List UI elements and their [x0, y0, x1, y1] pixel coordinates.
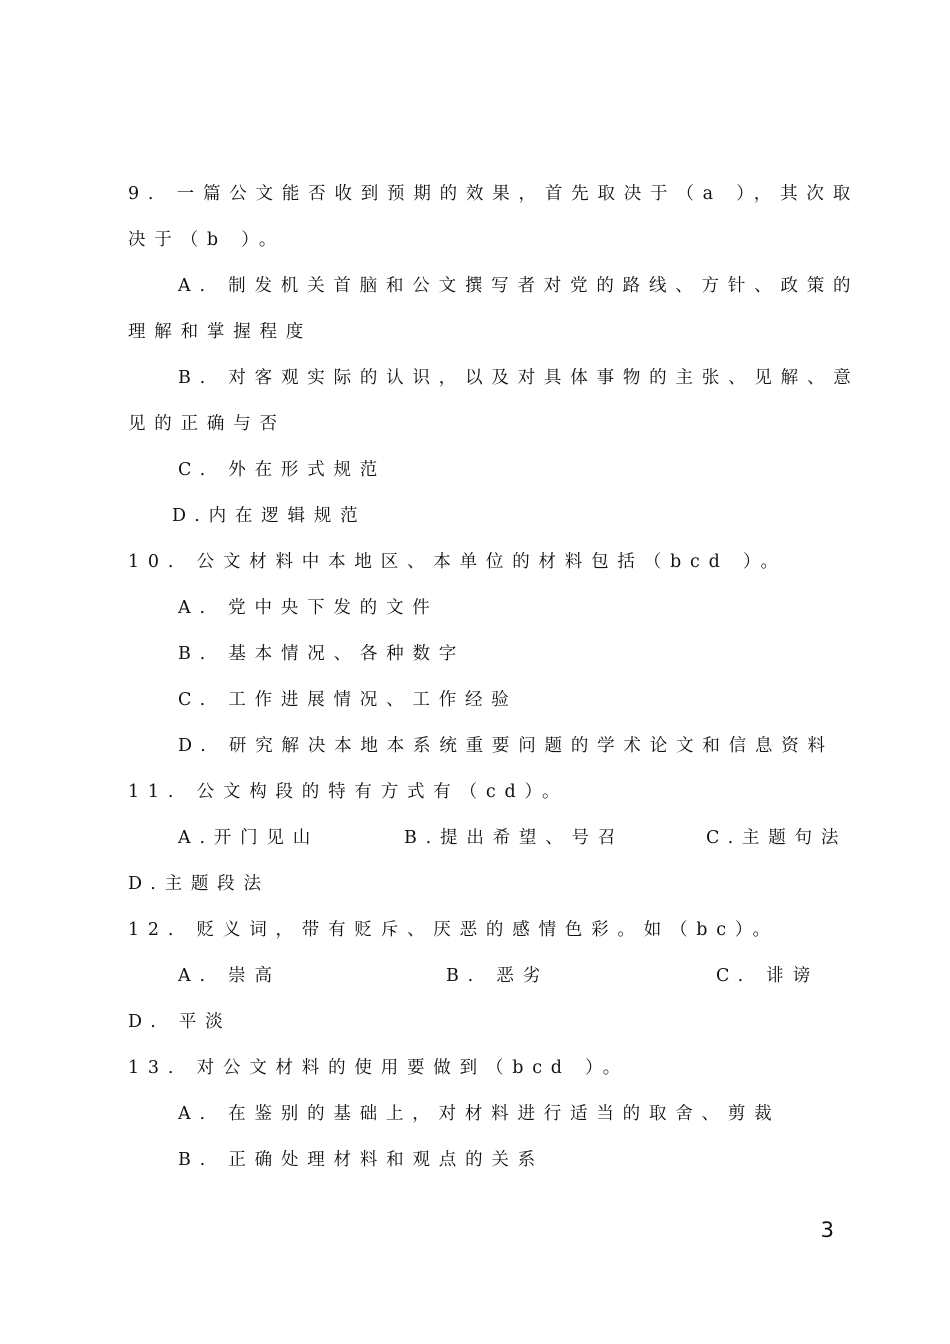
question-11-stem: 11. 公文构段的特有方式有（cd）。 — [128, 782, 569, 802]
question-13-option-b: B. 正确处理材料和观点的关系 — [178, 1150, 544, 1170]
question-11-option-b: B.提出希望、号召 — [404, 828, 625, 848]
question-11-option-d: D.主题段法 — [128, 874, 270, 894]
question-10-option-c: C. 工作进展情况、工作经验 — [178, 690, 518, 710]
question-9-option-a-cont: 理解和掌握程度 — [128, 322, 313, 342]
question-12-option-a: A. 崇高 — [178, 966, 281, 986]
question-11-option-c: C.主题句法 — [706, 828, 848, 848]
question-12-option-b: B. 恶劣 — [446, 966, 549, 986]
question-13-stem: 13. 对公文材料的使用要做到（bcd ）。 — [128, 1058, 630, 1078]
question-10-stem: 10. 公文材料中本地区、本单位的材料包括（bcd ）。 — [128, 552, 787, 572]
question-9-option-d: D.内在逻辑规范 — [172, 506, 367, 526]
question-9-stem: 9. 一篇公文能否收到预期的效果，首先取决于（a ），其次取 — [128, 184, 860, 204]
question-13-option-a: A. 在鉴别的基础上，对材料进行适当的取舍、剪裁 — [178, 1104, 781, 1124]
question-12-option-c: C. 诽谤 — [716, 966, 819, 986]
question-12-stem: 12. 贬义词，带有贬斥、厌恶的感情色彩。如（bc）。 — [128, 920, 779, 940]
question-10-option-d: D. 研究解决本地本系统重要问题的学术论文和信息资料 — [178, 736, 834, 756]
question-9-option-b-cont: 见的正确与否 — [128, 414, 286, 434]
question-10-option-a: A. 党中央下发的文件 — [178, 598, 439, 618]
page-number: 3 — [820, 1218, 834, 1242]
question-9-option-a: A. 制发机关首脑和公文撰写者对党的路线、方针、政策的 — [178, 276, 860, 296]
question-9-stem-cont: 决于（b ）。 — [128, 230, 286, 250]
question-11-option-a: A.开门见山 — [178, 828, 320, 848]
question-9-option-c: C. 外在形式规范 — [178, 460, 387, 480]
question-10-option-b: B. 基本情况、各种数字 — [178, 644, 466, 664]
question-9-option-b: B. 对客观实际的认识，以及对具体事物的主张、见解、意 — [178, 368, 860, 388]
question-12-option-d: D. 平淡 — [128, 1012, 232, 1032]
